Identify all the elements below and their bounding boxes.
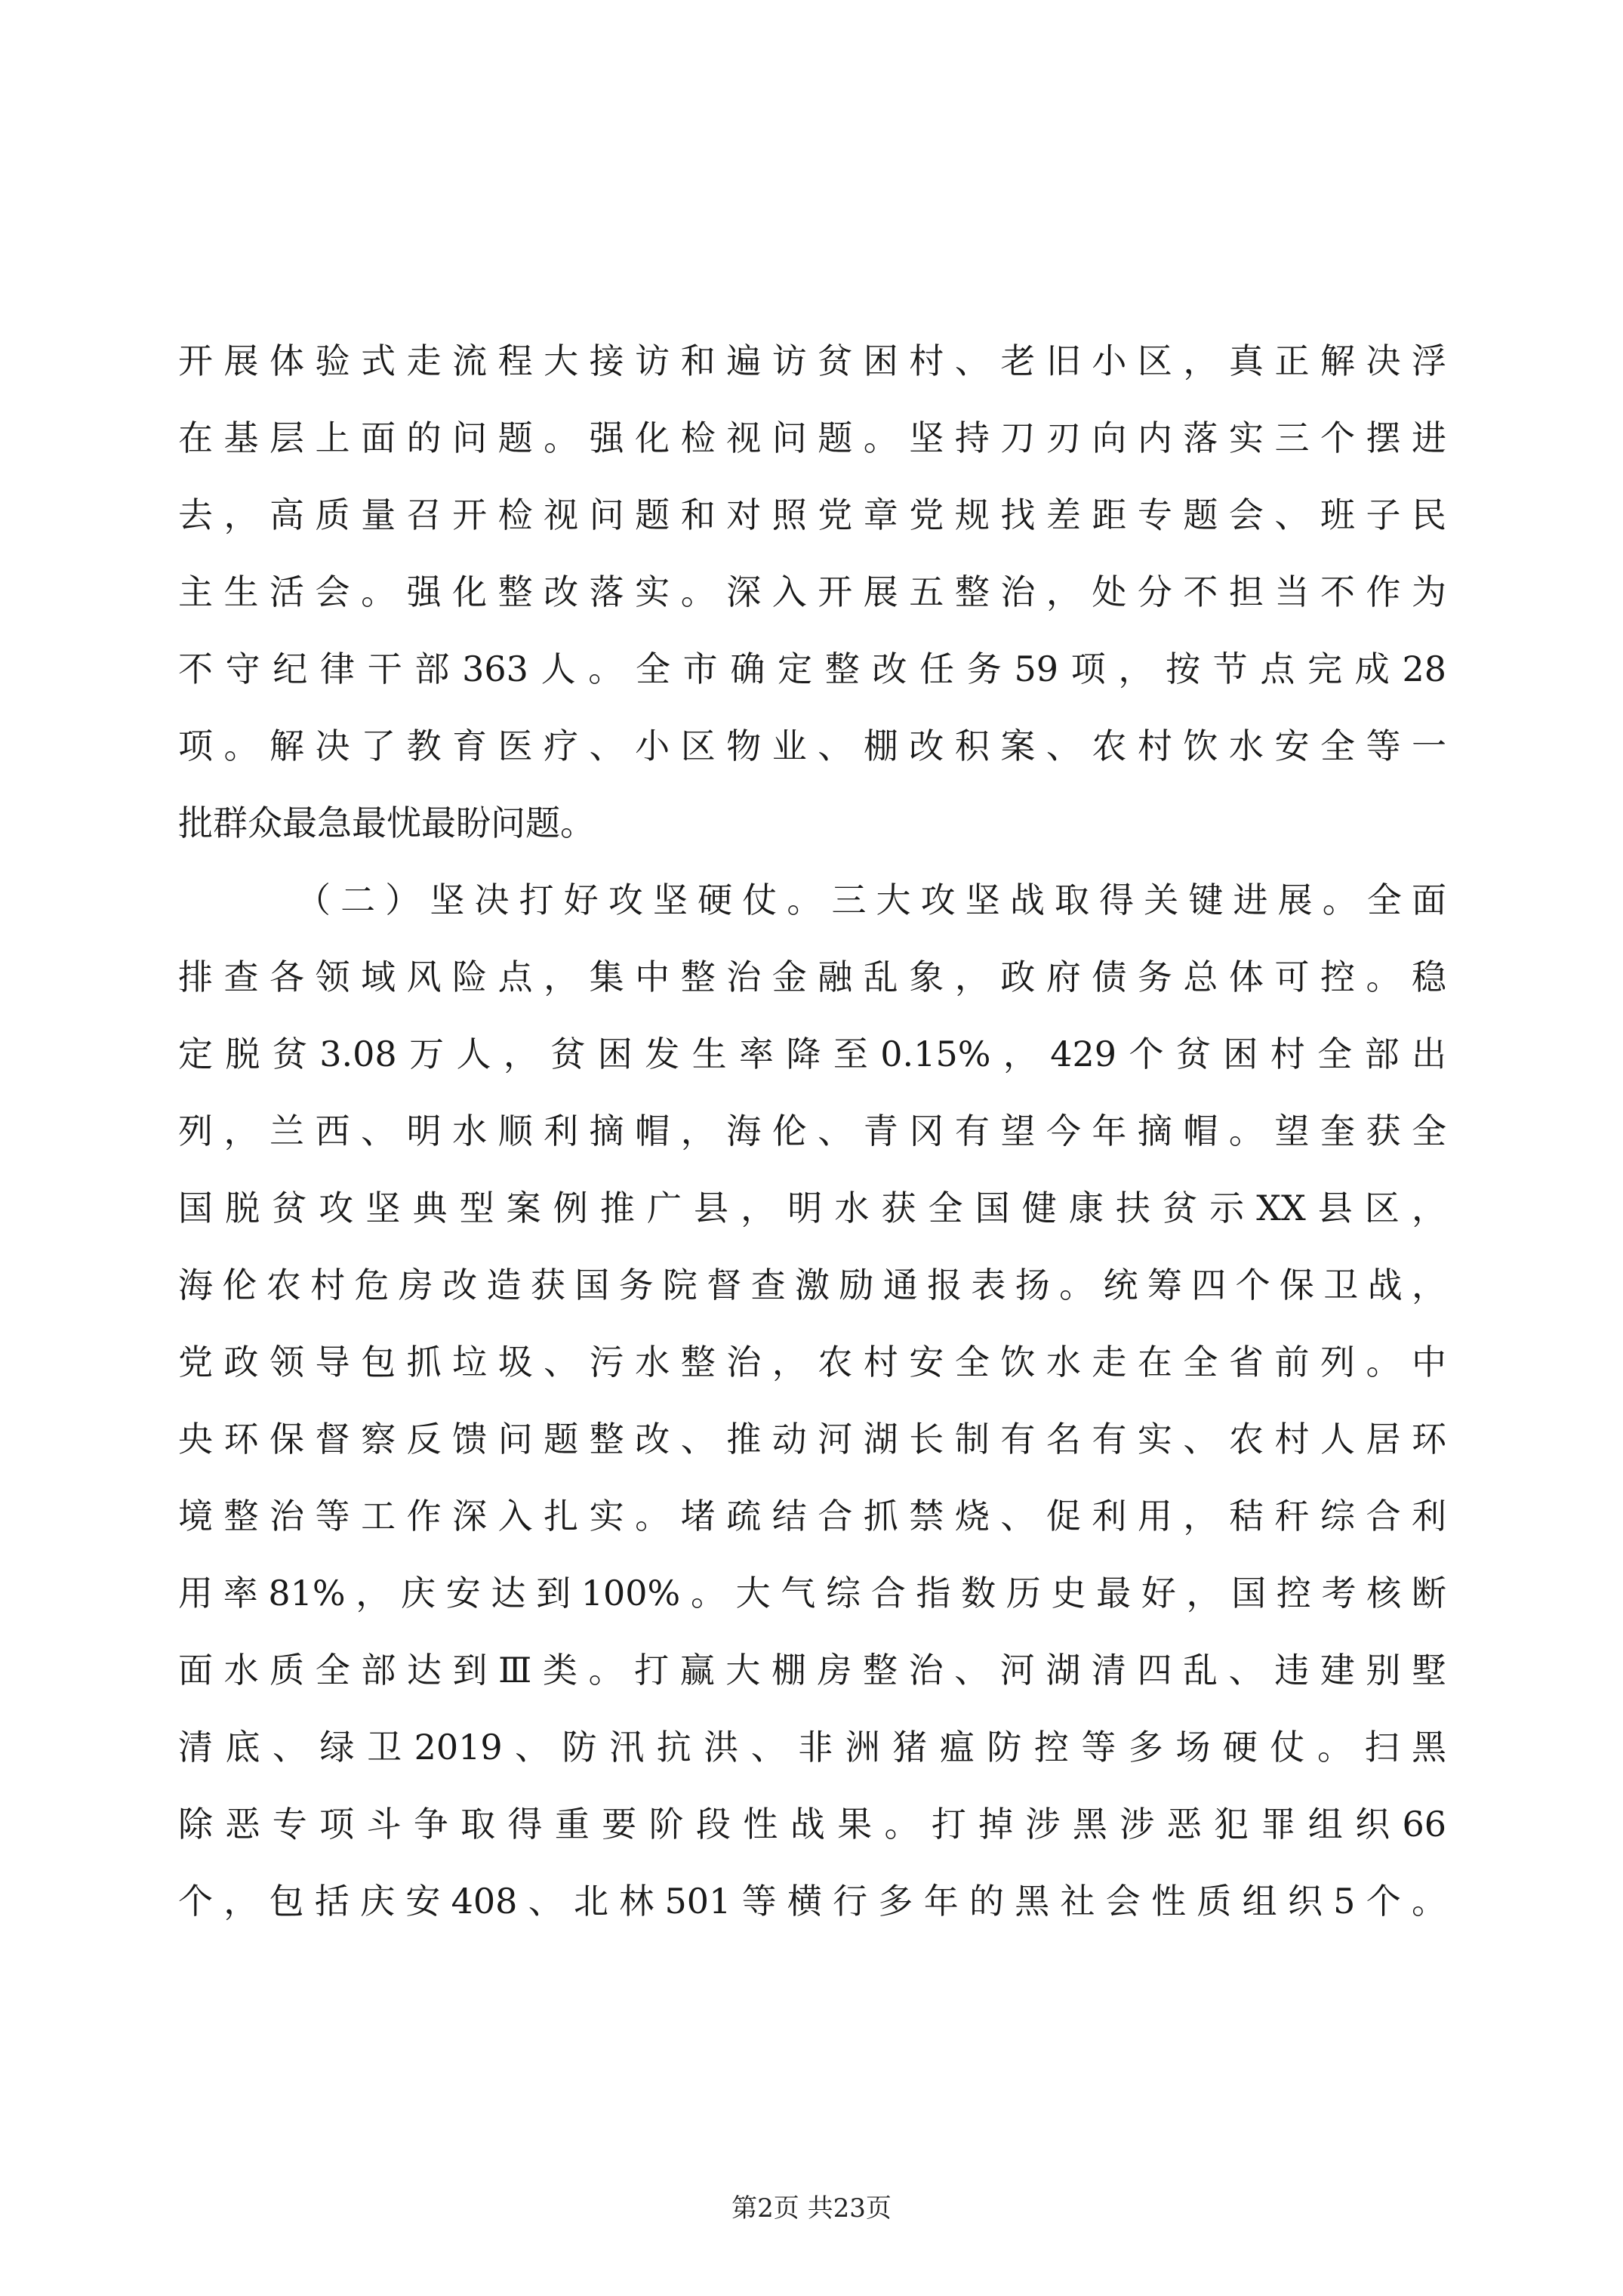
paragraph-2-line-7: 党政领导包抓垃圾、污水整治，农村安全饮水走在全省前列。中 <box>178 1342 1446 1382</box>
paragraph-1-line-5: 不守纪律干部363人。全市确定整改任务59项，按节点完成28 <box>178 649 1446 689</box>
paragraph-2-line-2: 排查各领域风险点，集中整治金融乱象，政府债务总体可控。稳 <box>178 957 1446 997</box>
paragraph-2-line-5: 国脱贫攻坚典型案例推广县，明水获全国健康扶贫示XX县区， <box>178 1188 1446 1228</box>
paragraph-2-line-8: 央环保督察反馈问题整改、推动河湖长制有名有实、农村人居环 <box>178 1419 1446 1459</box>
paragraph-2-line-1: （二）坚决打好攻坚硬仗。三大攻坚战取得关键进展。全面 <box>296 880 1446 920</box>
paragraph-1-line-2: 在基层上面的问题。强化检视问题。坚持刀刃向内落实三个摆进 <box>178 418 1446 458</box>
paragraph-2-line-10: 用率81%，庆安达到100%。大气综合指数历史最好，国控考核断 <box>178 1573 1446 1613</box>
paragraph-1-line-3: 去，高质量召开检视问题和对照党章党规找差距专题会、班子民 <box>178 495 1446 535</box>
page-indicator: 第2页 共23页 <box>731 2193 892 2224</box>
paragraph-2-line-4: 列，兰西、明水顺利摘帽，海伦、青冈有望今年摘帽。望奎获全 <box>178 1111 1446 1151</box>
paragraph-2-line-11: 面水质全部达到Ⅲ类。打赢大棚房整治、河湖清四乱、违建别墅 <box>178 1650 1446 1690</box>
paragraph-2-line-14: 个，包括庆安408、北林501等横行多年的黑社会性质组织5个。 <box>178 1881 1446 1922</box>
paragraph-2-line-3: 定脱贫3.08万人，贫困发生率降至0.15%，429个贫困村全部出 <box>178 1034 1446 1074</box>
paragraph-2-line-6: 海伦农村危房改造获国务院督查激励通报表扬。统筹四个保卫战， <box>178 1265 1446 1305</box>
paragraph-1-line-1: 开展体验式走流程大接访和遍访贫困村、老旧小区，真正解决浮 <box>178 341 1446 381</box>
paragraph-1-line-6: 项。解决了教育医疗、小区物业、棚改积案、农村饮水安全等一 <box>178 726 1446 766</box>
paragraph-2-line-15 <box>178 1942 1446 2014</box>
paragraph-2-line-9: 境整治等工作深入扎实。堵疏结合抓禁烧、促利用，秸秆综合利 <box>178 1496 1446 1536</box>
paragraph-2-line-13: 除恶专项斗争取得重要阶段性战果。打掉涉黑涉恶犯罪组织66 <box>178 1804 1446 1845</box>
paragraph-1-line-7: 批群众最急最忧最盼问题。 <box>178 803 595 843</box>
paragraph-1-line-4: 主生活会。强化整改落实。深入开展五整治，处分不担当不作为 <box>178 572 1446 612</box>
paragraph-2-line-12: 清底、绿卫2019、防汛抗洪、非洲猪瘟防控等多场硬仗。扫黑 <box>178 1727 1446 1767</box>
page-footer <box>0 2186 1623 2231</box>
